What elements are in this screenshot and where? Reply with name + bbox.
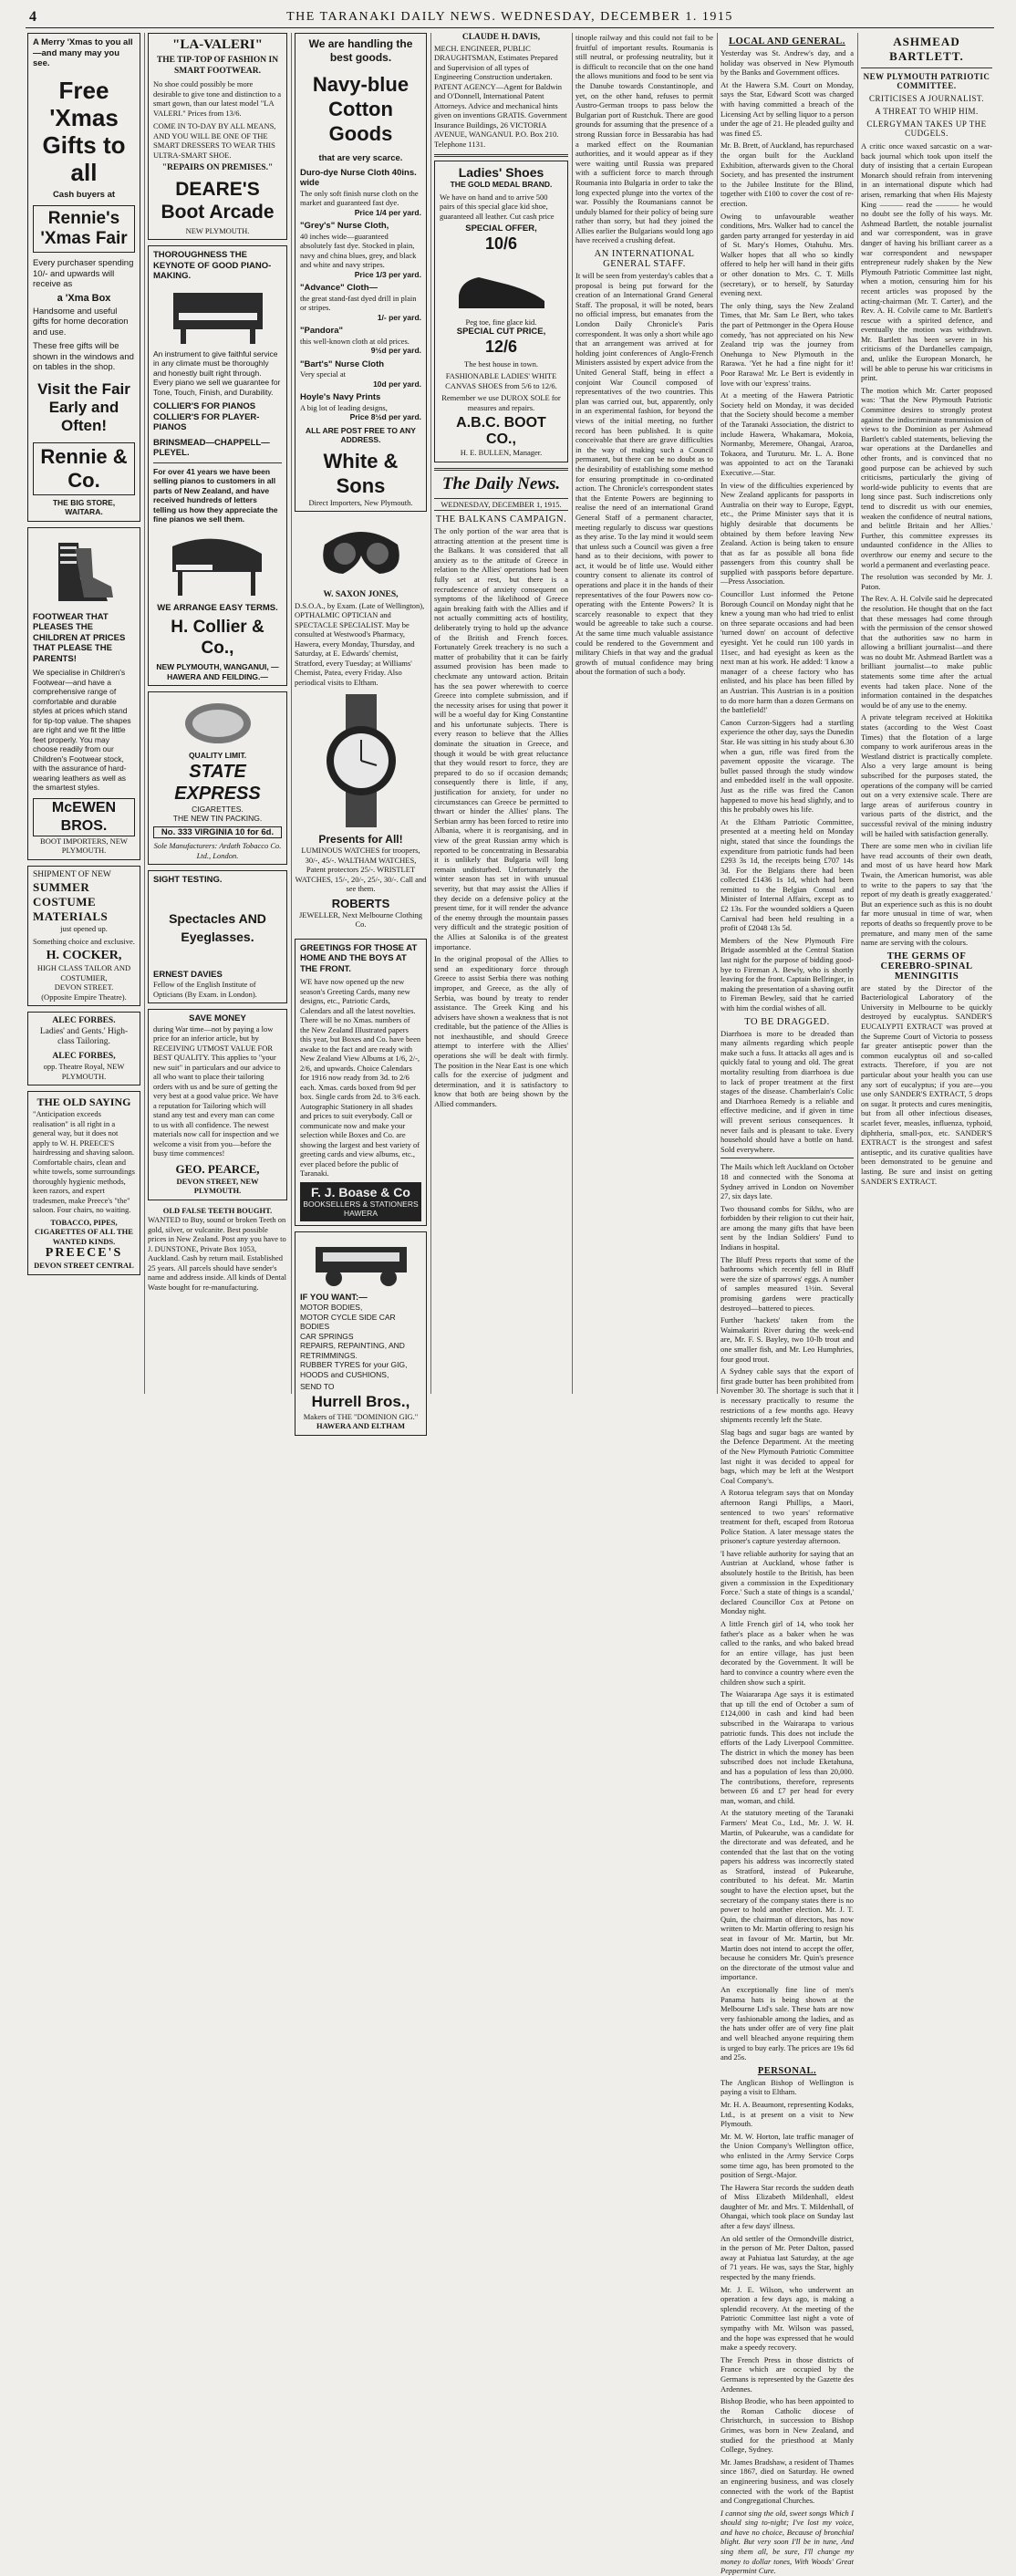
column-rule (717, 33, 718, 1394)
mcewen-name: McEWEN BROS. (33, 798, 135, 836)
collier-name: H. Collier & Co., (171, 618, 264, 658)
personal-paragraph: Bishop Brodie, who has been appointed to the Roman Catholic diocese of Christchurch, in succession to Bishop Grimes, was born in New Zealand, and studied for the priesthood at Manly College, Sydney. (721, 2396, 854, 2455)
general-staff-body: It will be seen from yesterday's cables that a proposal is being put forward for the creation of an International Grand General Staff. The proposal, it will be noted, bears no official impress, but emanates from the London Daily Chronicle's Paris correspondent. It was only a short while ago that an arrangement was arrived at for holding joint conferences of Anglo-French Ministers assisted by expert advice from the United General Staff, being in effect a conjoint War Council composed of representatives of the two countries. This plan was carried out, but, apparently, only in an experimental fashion, for beyond the views of the initial meeting, no further record has been published. It is quite conceivable that there are grave difficulties in the way of making such a Council permanent, but there can be no doubt as to the desirability of establishing some method for ensuring promptitude in co-ordinated action. The Chronicle's correspondent states that the Entente Powers are beginning to realise the need of an international Grand General Staff of a permanent character, meeting regularly to discuss war questions as they arise. To the lay mind it would seem that unless such a Council was given a free hand as to their decisions, with power to act, it would be of little use. Would either country consent to alienate its control of operations and place it in the hands of their representatives of the four Powers now co-operating with the Entente Powers? It is scarcely reasonable to expect that they would be agreeable to take such a course. At the same time much valuable assistance could be rendered to the Government and military Chiefs in that way and the gradual growth of mutual confidence may bring about the formation of such a body. (575, 271, 713, 677)
local-news-paragraph: At a meeting of the Hawera Patriotic Society held on Monday, it was decided that the Society should become a member of the Taranaki Association, the district to include Hawera, Whakamara, Mokoia, Normanby, Meremere, Ohangai, Araroa, Tokaora, and Turuturu. Mr. L. A. Bone was appointed to act on the Taranaki Executive.—Star. (721, 390, 854, 477)
cocker-opposite: (Opposite Empire Theatre). (41, 992, 127, 1002)
collier-headline: THOROUGHNESS THE KEYNOTE OF GOOD PIANO-MAKING. (153, 250, 272, 281)
child-boots-icon (47, 537, 120, 608)
abc-durox: Remember we use DUROX SOLE for measures and repairs. (441, 393, 561, 412)
item-name: "Bart's" Nurse Cloth (300, 358, 385, 369)
lavaleri-body: No shoe could possibly be more desirable to give tone and distinction to a smart gown, than our latest model "LA VALERI." Prices from 13/6. (153, 79, 281, 118)
save-money-body: during War time—not by paying a low price for an inferior article, but by RECEIVING UTMOST VALUE FOR BEST QUALITY. This applies to "your new suit" in particulars and our advice to all who want to place their tailoring orders with us and be sure of getting the very best at a good value price. We have a reputation for Tailoring which will stand any test and every man can come to us with all confidence. The newest materials now call for inspection and we welcome a visit from you—before the busy time commences! (153, 1023, 281, 1158)
sight-optician-name: ERNEST DAVIES (153, 969, 223, 980)
collier-terms: WE ARRANGE EASY TERMS. (157, 602, 278, 613)
state-express-quality: QUALITY LIMIT. (188, 751, 247, 760)
page-number: 4 (29, 9, 36, 25)
cigarette-tin-icon (181, 700, 254, 747)
item-name: "Advance" Cloth— (300, 283, 378, 293)
local-news-paragraph: Councillor Lust informed the Petone Borough Council on Monday night that he knew a young man who had tried to enlist on three separate occasions and had been 'turned down' on account of defective eyesight. Yet he could run 100 yards in 11sec, and had eyesight as keen as the next man at his work. He added: 'I know a manager of a cheese factory who has enlisted, and his place has been filled by an Austrian. This Austrian is in a position to do more harm than a dozen Germans on the battlefield!' (721, 589, 854, 715)
local-general-headline: LOCAL AND GENERAL. (729, 36, 845, 47)
hurrell-send: SEND TO (300, 1382, 335, 1391)
boase-advert (295, 939, 427, 1226)
column-rule (857, 33, 858, 1394)
preece-body: "Anticipation exceeds realisation" is all right in a general way, but it does not apply to W. H. PREECE'S hairdressing and shaving saloon. Comfortable chairs, clean and white towels, some surroundings thoroughly hygienic methods, keen razors, and expert tradesmen, make Preece's "the" saloon. Four chairs, no waiting. (33, 1109, 135, 1214)
hurrell-item: MOTOR BODIES, (300, 1303, 363, 1312)
preece-line: TOBACCO, PIPES, CIGARETTES OF ALL THE WANTED KINDS. (35, 1217, 133, 1246)
collier-body: An instrument to give faithful service in any climate must be thoroughly and honestly built right through. Every piano we sell we guarantee for Tone, Touch, Finish, and Durability. (153, 348, 281, 397)
personal-paragraph: Mr. H. A. Beaumont, representing Kodaks, Ltd., is at present on a visit to New Plymouth. (721, 2099, 854, 2129)
sight-credentials: Fellow of the English Institute of Opticians (By Exam. in London). (153, 980, 257, 999)
hurrell-want: IF YOU WANT:— (300, 1292, 368, 1303)
cocker-shipment: SHIPMENT OF NEW (33, 869, 111, 879)
hurrell-item-list (300, 1303, 421, 1379)
news-paragraph: An exceptionally fine line of men's Panama hats is being shown at the Melbourne Ltd's sale. These hats are now very fashionable among the ladies, and as the hats under offer are of very fine plait and well bleached anyone requiring them is urged to buy early. The prices are 19s 6d and 25s. (721, 1985, 854, 2062)
ashmead-colvile: The Rev. A. H. Colvile said he deprecated the resolution. He thought that on the fact that these messages had come through with the permission of the censor showed that the authorities saw no harm in allowing a brilliant journalist—and there was no doubt Mr. Ashmead Bartlett was a brilliant journalist—to make public statements some time after the actual events had taken place. None of the information contained in the despatches would be of any use to the enemy. (861, 594, 992, 710)
boase-name: F. J. Boase & Co (311, 1184, 410, 1200)
column-rule (291, 33, 292, 1394)
westland-mining-body: A private telegram received at Hokitika states (according to the West Coast Times) that the flotation of a large company to work auriferous areas in the Westland district is practically complete. Also a very large amount is being subscribed for the purposes stated, the operations of the company will be carried out on a very extensive scale. There are large areas of auriferous country in various parts of the district, and the successful revival of the mining industry will be hailed with satisfaction generally. (861, 712, 992, 838)
white-sons-top: We are handling the best goods. (308, 37, 413, 64)
ashmead-seconded: The resolution was seconded by Mr. J. Paton. (861, 572, 992, 591)
personal-paragraph: An old settler of the Ormondville district, in the person of Mr. Peter Dalton, passed away at Pahiatua last Saturday, at the age of 71 years. He was, says the Star, highly respected by the many friends. (721, 2233, 854, 2282)
ladies-shoe-icon (451, 257, 552, 314)
abc-name: A.B.C. BOOT CO., (456, 415, 546, 447)
general-staff-headline: AN INTERNATIONAL GENERAL STAFF. (594, 249, 695, 270)
abc-offer: SPECIAL OFFER, (465, 223, 537, 234)
news-paragraph: The Mails which left Auckland on October 18 and connected with the Sonoma at Sydney arrived in London on November 27, six days late. (721, 1162, 854, 1201)
cocker-advert (27, 866, 140, 1007)
white-sons-headline: Navy-blue Cotton Goods (312, 73, 410, 145)
news-paragraph: Two thousand combs for Sikhs, who are forbidden by their religion to cut their hair, are among the many gifts that have been sent by the Indian Soldiers' Fund to Indians in hospital. (721, 1203, 855, 1252)
sight-headline: SIGHT TESTING. (153, 875, 223, 885)
roberts-name: ROBERTS (331, 896, 390, 910)
rennie-headline: Free 'Xmas Gifts to all (42, 76, 126, 186)
item-name: "Pandora" (300, 326, 344, 336)
local-news-paragraph: At the Hawera S.M. Court on Monday, says the Star, Edward Scott was charged with having committed a breach of the Licensing Act by selling liquor to a person under the age of 21. He pleaded guilty and was fined £5. (721, 79, 854, 138)
rennie-gifts: Handsome and useful gifts for home decoration and use. (33, 306, 129, 338)
white-sons-item (300, 283, 421, 322)
item-price: 9½d per yard. (370, 346, 421, 355)
boase-banner (300, 1182, 421, 1221)
white-sons-item (300, 359, 421, 390)
roberts-advert (295, 692, 427, 930)
editorial-headline: THE BALKANS CAMPAIGN. (435, 514, 567, 525)
lavaleri-tagline: THE TIP-TOP OF FASHION IN SMART FOOTWEAR. (156, 56, 279, 76)
greetings-body: WE have now opened up the new season's Greeting Cards, many new designs, etc., Patriotic Cards, Calendars and all the latest novelties. There will be no Xmas. numbers of the New Zealand Illustrated papers this year, but Boxes and Co. have been awake to the fact and are ready with New Zealand View Albums at 1/6, 2/-, 2/6, and upwards. Choice Calendars for 1916 now ready from 3d. to 2/6 each. Xmas. cards boxed from 9d per box. Single cards from 2d. to 3/6 each. Autographic Stationery in all shades and prices to suit everybody. Call or communicate now and make your selection while Boxes and Co. are showing the largest and best variety of greeting cards and view albums, etc., ever placed before the public of Taranaki. (300, 977, 421, 1178)
state-express-cigarettes: CIGARETTES. (192, 804, 244, 814)
ashmead-resolution: The motion which Mr. Carter proposed was: 'That the New Plymouth Patriotic Committee desires to strongly protest against the indiscriminate transmission of views to the Dominion as per Ashmead Bartlett's cabled statements, believing the war operations at the Dardanelles and other fronts, and is convinced that no good purpose can be achieved by such criticisms, particularly the giving of world-wide publicity to events that are long since past. Such indiscretions only tend to discredit us with our enemies, weaken the confidence of neutral nations, and belittle Britain and her Allies.' Further, this committee expresses its undaunted confidence in the Allies to overthrow our enemy and secure to the world a permanent and everlasting peace. (861, 385, 992, 569)
wristlet-watch-icon (311, 692, 411, 829)
white-sons-item-list (300, 168, 421, 422)
roberts-address: JEWELLER, Next Melbourne Clothing Co. (298, 909, 423, 929)
rennie-visit: Visit the Fair Early and Often! (37, 379, 130, 434)
local-news-paragraph: In view of the difficulties experienced by New Zealand applicants for passports in Australia on their way to Europe, Egypt, etc., the Prime Minister says that it is highly desirable that documents be obtained by them before leaving New Zealand. Action is being taken to ensure that as far as possible all bona fide passengers from this country shall be supplied with passports before departure.—Press Association. (721, 480, 854, 587)
editorial-body: The only portion of the war area that is attracting attention at the present time is the Balkans. It was considered that all anxiety as to the attitude of Greece in relation to the Allies' operations had been fully set at rest, but there is a recrudescence of anxiety consequent on symptoms of the likelihood of Greece again breaking faith with the Allies and if not actually committing acts of hostility, deliberately trying to hold up the advance of the British and French forces. Fortunately Greek treachery is no such a matter of probability that it can be fairly assumed provision has been made to checkmate any untoward action. Britain has the sea power wherewith to coerce Greece into complete submission, and if the necessity arises for using that power it will be a woeful day for King Constantine and his unfortunate subjects. There is every reason to believe that the Allies dominate the situation in Greece, and though it would be with great reluctance that they would resort to force, they are prepared to do so if occasion demands; consequently there is little, if any, justification for anxiety, for under no circumstances can Greece be permitted to thwart or hinder the Allies' plans. The Serbian army has been forced to retire into Albania, where it is reorganising, and in view of the great Russian army which is reported to be concentrating in Bessarabia it is unlikely that Bulgaria will long remain undisturbed. Unfortunately the winter season has set in with unusual severity, but that may assist the Allies if they decide on a defensive policy at the present time, for it will render the advance of the enemy through the mountain passes very difficult and the strategic position of the Allies at Salonika is of the greatest importance. (434, 526, 568, 951)
hurrell-makers: Makers of THE "DOMINION GIG." (303, 1411, 419, 1421)
hurrell-item: MOTOR CYCLE SIDE CAR BODIES (300, 1312, 396, 1331)
lavaleri-repairs: "REPAIRS ON PREMISES." (161, 163, 274, 172)
sanders-headline: THE GERMS OF CEREBRO-SPINAL MENINGITIS (880, 950, 973, 982)
cocker-headline: SUMMER COSTUME MATERIALS (33, 880, 109, 923)
abc-manager: H. E. BULLEN, Manager. (460, 448, 543, 457)
news-paragraph: The Waiararapa Age says it is estimated that up till the end of October a sum of £124,000 in cash and kind had been subscribed in the Wairarapa to various patriotic funds. This does not include the efforts of the Lady Liverpool Committee. The district in which the money has been subscribed does not include Eketahuna, and has a population of less than 20,000. The contributions, therefore, represents between £6 and £7 per head for every man, woman, and child. (721, 1689, 854, 1805)
state-express-brand: STATE EXPRESS (174, 761, 261, 804)
cocker-street: DEVON STREET. (54, 982, 114, 992)
mcewen-body: We specialise in Children's Footwear—and have a comprehensive range of comfortable and durable styles at prices which stand for tip-top value. The shapes are right and we fit the little feet properly. You may choose readily from our Children's Footwear stock, with the assurance of hard-wearing leathers as well as the smartest styles. (33, 668, 131, 792)
personal-headline: PERSONAL. (757, 2065, 817, 2076)
lavaleri-name: "LA-VALERI" (172, 37, 263, 52)
saxon-jones-name: W. SAXON JONES, (323, 590, 399, 599)
premature-deaths-body: There are some men who in civilian life have read accounts of their own death, and most of us have heard how Mark Twain, the American humorist, was able to write to the papers to say that 'the report of my death is greatly exaggerated.' But an experience such as this is no doubt far more unusual in time of war, when reports of deaths so frequently prove to be premature, and many men of the same name are serving with the colours. (861, 841, 992, 948)
state-express-makers: Sole Manufacturers: Ardath Tobacco Co. Ltd., London. (153, 841, 282, 860)
saxon-jones-body: D.S.O.A., by Exam. (Late of Wellington), OPTHALMIC OPTICIAN and SPECTACLE SPECIALIST. May be consulted at Westwood's Pharmacy, Hawera, every Monday, Thursday, and Saturday, at E. Edwards' chemist, Stratford, every Tuesday; at Williams' Chemist, Patea, every Friday. Also periodical visits to Eltham. (295, 600, 425, 687)
sight-spectacles: Spectacles AND Eyeglasses. (169, 910, 266, 944)
item-price: 1/- per yard. (377, 312, 421, 322)
mcewen-advert (27, 527, 140, 860)
personal-paragraph: The Anglican Bishop of Wellington is paying a visit to Eltham. (721, 2077, 854, 2097)
local-news-paragraph: Canon Curzon-Siggers had a startling experience the other day, says the Dunedin Star. He was sitting in his study about 6.30 when a gun, rifle was fired from the pavement opposite the vicarage. The bullet passed through the study window and embedded itself in the wall opposite. Just as the rifle was fired the Canon happened to move his head slightly, and to this he probably owes his life. (721, 717, 854, 815)
column-rule (144, 33, 145, 1394)
cocker-trade: HIGH CLASS TAILOR AND COSTUMIER, (36, 963, 131, 982)
item-price: 10d per yard. (373, 379, 421, 389)
item-price: Price 1/3 per yard. (354, 269, 421, 279)
news-paragraph: Further 'hackets' taken from the Waimakariri River during the week-end are, Mr. F. S. Bayley, two 10-lb trout and one smaller fish, and Mr. Leo Humphries, four good trout. (721, 1315, 854, 1364)
pearce-address: DEVON STREET, NEW PLYMOUTH. (176, 1176, 259, 1195)
rennie-fair-name: Rennie's 'Xmas Fair (33, 205, 135, 253)
hurrell-advert (295, 1231, 427, 1436)
news-paragraph: A Rotorua telegram says that on Monday afternoon Rangi Phillips, a Maori, sentenced to two years' reformative treatment for theft, escaped from Rotorua Police Station. A later message states the prisoner's capture yesterday afternoon. (721, 1488, 854, 1546)
white-sons-item (300, 168, 421, 218)
rennie-store: THE BIG STORE, WAITARA. (52, 497, 116, 516)
grand-piano-icon (163, 528, 273, 599)
local-news-paragraph: Mr. B. Brett, of Auckland, has repurchased the organ built for the Auckland Exhibition, afterwards given to the Choral Society, and has presented the instrument to the Jubilee Institute for the Blind, together with £100 to cover the cost of re-erection. (721, 140, 854, 208)
editorial-date: WEDNESDAY, DECEMBER 1, 1915. (434, 498, 568, 512)
abc-body: We have on hand and to arrive 500 pairs of this special glace kid shoe, guaranteed all leather. Cut cash price (440, 192, 555, 221)
hurrell-name: Hurrell Bros., (311, 1392, 410, 1410)
lavaleri-come: COME IN TO-DAY BY ALL MEANS, AND YOU WILL BE ONE OF THE SMART DRESSERS TO WEAR THIS ULTRA-SMART SHOE. (153, 121, 276, 160)
eyeglasses-icon (306, 517, 416, 587)
cocker-name: H. COCKER, (46, 949, 122, 962)
forbes-address: opp. Theatre Royal, NEW PLYMOUTH. (43, 1062, 125, 1081)
item-description: 40 inches wide—guaranteed absolutely fast dye. Stocked in plain, navy and china blues, grey, and black and white and navy stripes. (300, 231, 417, 269)
personal-paragraph: Mr. M. W. Horton, late traffic manager of the Union Company's Wellington office, who enlisted in the Army Service Corps some time ago, has been promoted to the position of Sergt.-Major. (721, 2131, 854, 2180)
abc-canvas: FASHIONABLE LADIES' WHITE CANVAS SHOES from 5/6 to 12/6. (445, 371, 557, 390)
white-sons-address: Direct Importers, New Plymouth. (308, 497, 413, 507)
rennie-sub: Cash buyers at (52, 189, 116, 200)
abc-price: 10/6 (484, 234, 518, 253)
teeth-headline: OLD FALSE TEETH BOUGHT. (162, 1205, 273, 1215)
davis-advert (434, 33, 568, 149)
pearce-advert (148, 1009, 287, 1200)
abc-price-2: 12/6 (484, 337, 518, 356)
news-paragraph: At the statutory meeting of the Taranaki Farmers' Meat Co., Ltd., Mr. J. W. H. Martin, of Pukearuhe, was a candidate for the directorate and was defeated, and he contended that the last that on the voting papers his address was incorrectly stated as Stratford, instead of Pukearuhe, contributed to his defeat. Mr. Martin sought to have the election upset, but the secretary of the company states there is no power to hold another election. Mr. J. T. Quin, the chairman of directors, has now written to Mr. Martin offering to resign his seat in favour of Mr. Martin, but Mr. Martin does not intend to accept the offer, because he considers Mr. Quin's presence on the directorate of the utmost value and importance. (721, 1808, 854, 1982)
davis-body: MECH. ENGINEER, PUBLIC DRAUGHTSMAN, Estimates Prepared and Supervision of all types of Engineering Construction undertaken. PATENT AGENCY—Agent for Baldwin and O'Donnell, International Patent Attorneys. Advice and mechanical hints given on inventions GRATIS. Government Insurance Buildings, 26 VICTORIA AVENUE, WANGANUI. P.O. Box 210. Telephone 1131. (434, 43, 567, 149)
forbes-line: Ladies' and Gents.' High-class Tailoring. (39, 1026, 129, 1046)
column-1 (27, 33, 140, 1394)
item-description: the great stand-fast dyed drill in plain or stripes. (300, 293, 417, 312)
piano-icon (168, 286, 268, 346)
item-price: Price 1/4 per yard. (354, 207, 421, 217)
cocker-opened: just opened up. (60, 924, 108, 933)
item-name: Duro-dye Nurse Cloth 40ins. wide (300, 167, 417, 188)
rennie-advert (27, 33, 140, 522)
abc-headline: Ladies' Shoes (458, 165, 544, 180)
local-news-list (721, 48, 854, 1013)
hurrell-item: CAR SPRINGS (300, 1331, 354, 1341)
balkans-continued: tinople railway and this could not fail to be fruitful of important results. Roumania is still neutral, or professing neutrality, but it is difficult to reconcile that on the one hand the allows munitions and food to be sent via the Danube towards Constantinople, and yet, on the other hand, refuses to permit Austro-German troops to pass below the Bulgarian port of Rustchuk. There are good grounds for assuming that the presence of a strong Russian force in Bessarabia has had a marked effect on the Roumanian authorities, and it would appear as if they were waiting until Russia was prepared with a sufficient force to march through Roumania into Bulgaria in order to take the long expected plunge into the vortex of the war. Possibly the Roumanians cannot be unduly blamed for their policy of being sure rather than sorry, but had they joined the Allies earlier the Bulgarians would long ago have received a crushing defeat. (575, 33, 713, 245)
cocker-choice: Something choice and exclusive. (33, 936, 135, 946)
white-sons-name: White & Sons (323, 449, 399, 497)
hurrell-towns: HAWERA AND ELTHAM (316, 1421, 405, 1430)
local-news-paragraph: Yesterday was St. Andrew's day, and a holiday was observed in New Plymouth by the Banks and Government offices. (721, 48, 854, 78)
local-news-paragraph: At the Eltham Patriotic Committee, presented at a meeting held on Monday night, stated that since the foundings the expenditure from patriotic funds had been £293 3s 1d, the receipts being £707 14s 3d. For the Belgians there had been collected £1436 1s 1d, which had been remitted to the Belgian Consul and Minister of Internal Affairs, except as to £2 13s. For the wounded soldiers a Queen Carnival had been held resulting in a profit of £2048 13s 5d. (721, 816, 854, 933)
news-paragraph: A Sydney cable says that the export of first grade butter has been prohibited from November 30. The shortage is such that it is necessary practically to resume the restrictions of a few months ago. Heavy shipments recently left the State. (721, 1366, 854, 1425)
news-paragraph: A little French girl of 14, who took her father's place as a baker when he was called to the ranks, and who baked bread for an entire village, has just been decorated by the Government. It will be hard to convince a country where even the children show such a spirit. (721, 1619, 854, 1687)
roberts-body: LUMINOUS WATCHES for troopers, 30/-, 45/-. WALTHAM WATCHES, Patent protectors 25/-. WRISTLET WATCHES, 15/-, 20/-, 25/-, 30/-. Call and see them. (295, 846, 427, 893)
personal-paragraph: The French Press in those districts of France which are occupied by the Germans is represented by the Gazette des Ardennes. (721, 2354, 854, 2394)
remedy-body: Diarrhoea is more to be dreaded than many ailments regarding which people make such a fuss. It attacks all ages and is quickly fatal to young and old. The great mortality resulting from diarrhoea is due to lack of proper treatment at the first stages of the disease. Chamberlain's Colic and Diarrhoea Remedy is a reliable and effective medicine, and if given in time will prevent serious consequences. It never fails and is pleasant to take. Every household should have a bottle on hand. Sold everywhere. (721, 1028, 854, 1154)
save-money-headline: SAVE MONEY (189, 1013, 246, 1023)
sanders-body: are stated by the Director of the Bacteriological Laboratory of the University in Melbourne to be quickly destroyed by eucalyptus. SANDER'S EUCALYPTI EXTRACT was proved at the Supreme Court of Victoria to possess far greater antiseptic power than the common eucalyptus oil and so-called extracts. Therefore, if you are not particular about your health you can use any sort of eucalyptus; if you are—you use only SANDER'S EXTRACT, 5 drops on sugar. It protects and cures meningitis, but from all other infectious diseases, scarlet fever, measles, influenza, typhoid, diphtheria, small-pox, etc. SANDER'S EXTRACT is the strongest and safest antiseptic, and its curative qualities have been demonstrated to be genuine and lasting. Be sure and insist on getting SANDER'S EXTRACT. (861, 982, 992, 1186)
column-7 (861, 33, 992, 1394)
rennie-box: a 'Xma Box (57, 292, 111, 304)
preece-name: PREECE'S (45, 1246, 123, 1260)
white-sons-item (300, 221, 421, 279)
forbes-advert (27, 1012, 140, 1085)
ashmead-committee: NEW PLYMOUTH PATRIOTIC COMMITTEE. (863, 72, 990, 90)
collier-towns: NEW PLYMOUTH, WANGANUI, —HAWERA AND FEILDING.— (156, 662, 279, 681)
column-2 (148, 33, 287, 1394)
saxon-jones-advert (295, 517, 427, 687)
davis-name: CLAUDE H. DAVIS, (461, 33, 541, 42)
collier-brands: BRINSMEAD—CHAPPELL—PLEYEL. (153, 437, 270, 458)
abc-toe: Peg toe, fine glace kid. (465, 317, 537, 327)
local-news-paragraph: Owing to unfavourable weather conditions, Mrs. Walker had to cancel the garden party arranged for yesterday in aid of St. Mary's Homes, Otahuhu. Mrs. Walker hopes that all who so kindly offered to help her will hand in their gifts or other donation to Mrs. C. T. Mills (secretary), or to herself, by Saturday evening next. (721, 211, 854, 298)
white-sons-scarce: that are very scarce. (318, 153, 403, 163)
forbes-name-2: ALEC FORBES, (52, 1051, 116, 1061)
rennie-name: Rennie & Co. (33, 442, 135, 495)
personal-paragraph: Mr. James Bradshaw, a resident of Thames since 1867, died on Saturday. He owned an engineering business, and was closely connected with the work of the Baptist and Congregational Churches. (721, 2457, 854, 2506)
deare-advert (148, 33, 287, 240)
forbes-name: ALEC FORBES. (52, 1016, 116, 1025)
rennie-shown: These free gifts will be shown in the windows and on tables in the shop. (33, 341, 134, 372)
ashmead-criticises: CRITICISES A JOURNALIST. (868, 94, 985, 103)
hurrell-item: RUBBER TYRES for your GIG, HOODS and CUSHIONS, (300, 1360, 408, 1379)
motor-car-icon (306, 1240, 416, 1289)
rennie-offer: Every purchaser spending 10/- and upwards will receive as (33, 258, 134, 289)
item-name: "Grey's" Nurse Cloth, (300, 221, 389, 231)
mcewen-address: BOOT IMPORTERS, NEW PLYMOUTH. (40, 836, 128, 855)
collier-years: For over 41 years we have been selling pianos to customers in all parts of New Zealand, and have received hundreds of letters telling us how they appreciate the fine pianos we sell them. (153, 466, 278, 524)
preece-advert (27, 1091, 140, 1275)
pearce-name: GEO. PEARCE, (175, 1161, 260, 1176)
ashmead-cudgels: CLERGYMAN TAKES UP THE CUDGELS. (866, 119, 987, 138)
abc-best: The best house in town. (464, 358, 538, 369)
white-sons-free: ALL ARE POST FREE TO ANY ADDRESS. (306, 425, 416, 444)
item-description: The only soft finish nurse cloth on the market and guaranteed fast dye. (300, 188, 419, 207)
editorial-body-2: In the original proposal of the Allies to send an expeditionary force through Greece to assist Serbia there was nothing improper, and Greece, as the ally of Serbia, was bound by treaty to render assistance. The Greek King and his advisers have shown a weakness that is not creditable, but the patience of the Allies is not inexhaustible, and should Greece attempt to interfere with the Allies' operations she will be dealt with firmly. The position in the Near East is one which calls for the exercise of judgment and determination, and it is satisfactory to know that both are being shown by the Allied commanders. (434, 954, 568, 1109)
ashmead-headline: ASHMEAD BARTLETT. (889, 35, 964, 63)
item-name: Hoyle's Navy Prints (300, 392, 381, 402)
personal-paragraph: Mr. J. E. Wilson, who underwent an operation a few days ago, is making a splendid recovery. At the meeting of the Patriotic Committee last night a vote of sympathy with Mr. Wilson was passed, and the hope was expressed that he would make a speedy recovery. (721, 2284, 854, 2353)
abc-boot-advert (434, 161, 568, 462)
white-sons-advert (295, 33, 427, 512)
white-sons-item (300, 392, 421, 422)
local-news-paragraph: The only thing, says the New Zealand Times, that Mr. Sam Le Bert, who takes the part of Pettmonger in the Opera House comedy, 'has not appreciated on his New Zealand trip was the journey from Onehunga to New Plymouth in the Rarawa. 'Yet he had a fine night for it! Poor Rarawa! Mr. Le Bert is evidently in love with our 'express' trains. (721, 300, 854, 388)
mcewen-headline: FOOTWEAR THAT PLEASES THE CHILDREN AT PRICES THAT PLEASE THE PARENTS! (33, 611, 126, 664)
column-5 (575, 33, 713, 1394)
greetings-headline: GREETINGS FOR THOSE AT HOME AND THE BOYS AT THE FRONT. (300, 942, 418, 974)
rennie-tagline: A Merry 'Xmas to you all—and many may you see. (33, 37, 133, 68)
item-description: A big lot of leading designs, (300, 402, 388, 412)
roberts-headline: Presents for All! (318, 833, 403, 846)
abc-special: SPECIAL CUT PRICE, (456, 327, 546, 337)
column-3 (295, 33, 427, 1430)
remedy-headline: TO BE DRAGGED. (744, 1016, 830, 1027)
collier-agents: COLLIER'S FOR PIANOS COLLIER'S FOR PLAYER-PIANOS (153, 401, 260, 432)
ashmead-threat: A THREAT TO WHIP HIM. (875, 107, 979, 116)
masthead-title: THE TARANAKI DAILY NEWS. WEDNESDAY, DECEMBER 1. 1915 (286, 10, 733, 24)
column-rule (430, 33, 431, 1394)
deare-shop-name: DEARE'S Boot Arcade (161, 178, 275, 223)
collier-advert (148, 245, 287, 686)
teeth-advert (148, 1206, 287, 1293)
masthead (26, 5, 994, 28)
column-4 (434, 33, 568, 1394)
item-description: this well-known cloth at old prices. (300, 336, 410, 346)
boase-trade: BOOKSELLERS & STATIONERS HAWERA (303, 1199, 419, 1218)
woods-peppermint-poem: I cannot sing the old, sweet songs Which I should sing to-night; I've lost my voice, and have no choice, Because of bronchial blight. But very soon I'll be in tune, And sing them all, be sure, I'll change my money to dollar tones, With Woods' Great Peppermint Cure. (721, 2508, 854, 2576)
news-paragraph: Slag bags and sugar bags are wanted by the Defence Department. At the meeting of the New Plymouth Patriotic Committee last night it was decided to appeal for bags, which may be left at the Westport Coal Company's. (721, 1427, 854, 1485)
news-paragraph: 'I have reliable authority for saying that an Austrian at Auckland, whose father is absolutely hostile to the British, has been given a commission in the Expeditionary Force.' Such a state of things is a scandal,' declared Councillor Cox at Petone on Monday night. (721, 1548, 854, 1616)
personal-paragraph: The Hawera Star records the sudden death of Miss Elizabeth Mildenhall, eldest daughter of Mr. and Mrs. T. Mildenhall, of Ohangai, which took place on Sunday last after a few days' illness. (721, 2182, 854, 2231)
local-news-paragraph: Members of the New Plymouth Fire Brigade assembled at the Central Station last night for the purpose of bidding good-bye to Fireman A. Bewly, who is shortly leaving for the front. Captain Bellringer, in making the presentation of a shaving outfit to Fireman Bewley, said that he carried with him the cordial wishes of all. (721, 935, 855, 1013)
state-express-number: No. 333 VIRGINIA 10 for 6d. (153, 826, 282, 839)
news-paragraph: The Bluff Press reports that some of the bathrooms which recently fell in Bluff were the size of sparrows' eggs. A number of samples measured 1½in. Several promising gardens were practically destroyed—battered to pieces. (721, 1254, 854, 1313)
state-express-pack: THE NEW TIN PACKING. (172, 814, 263, 823)
ashmead-body: A critic once waxed sarcastic on a war-back journal which took upon itself the duty of insisting that a certain European Monarch should refrain from intervening in an international dispute which had arisen, remarking that when His Majesty King ——— read the ——— he would no doubt see the folly of his ways. Mr. Ashmead Bartlett, the notable journalist and war correspondent, was in grave danger of having his brilliant career as a war correspondent and newspaper entrepreneur rudely shaken by the New Plymouth Patriotic Committee last night, when a motion, censuring him for his recent articles was proposed by the acting-chairman (Mr. T. Carter), and the Rev. A. H. Colvile came to Mr. Bartlett's rescue with a spirited defence, and eventually the motion was withdrawn. Mr. Bartlett has been severe in his criticisms of the Dardanelles campaign, and, unlike the European Monarch, he will be able to peruse his war criticisms in print. (861, 141, 992, 383)
hurrell-item: REPAIRS, REPAINTING, AND RETRIMMINGS. (300, 1341, 405, 1360)
white-sons-item (300, 326, 421, 356)
column-rule (572, 33, 573, 1394)
deare-town: NEW PLYMOUTH. (185, 225, 250, 235)
abc-brand: THE GOLD MEDAL BRAND. (450, 180, 553, 189)
item-price: Price 8½d per yard. (349, 412, 421, 421)
teeth-body: WANTED to Buy, sound or broken Teeth on gold, silver, or vulcanite. Best possible prices in New Zealand. Post any you have to J. DUNSTONE, Private Box 1053, Auckland. Cash by return mail. Established 25 years. All parcels should have sender's name and address inside. All kinds of Dental Waste bought for re-manufacturing. (148, 1215, 287, 1292)
item-description: Very special at (300, 369, 347, 379)
column-6 (721, 33, 855, 2576)
preece-headline: THE OLD SAYING (36, 1096, 131, 1108)
sight-advert (148, 870, 287, 1003)
paper-nameplate: The Daily News. (441, 473, 561, 493)
state-express-advert (148, 691, 287, 865)
preece-address: DEVON STREET CENTRAL (34, 1261, 134, 1270)
